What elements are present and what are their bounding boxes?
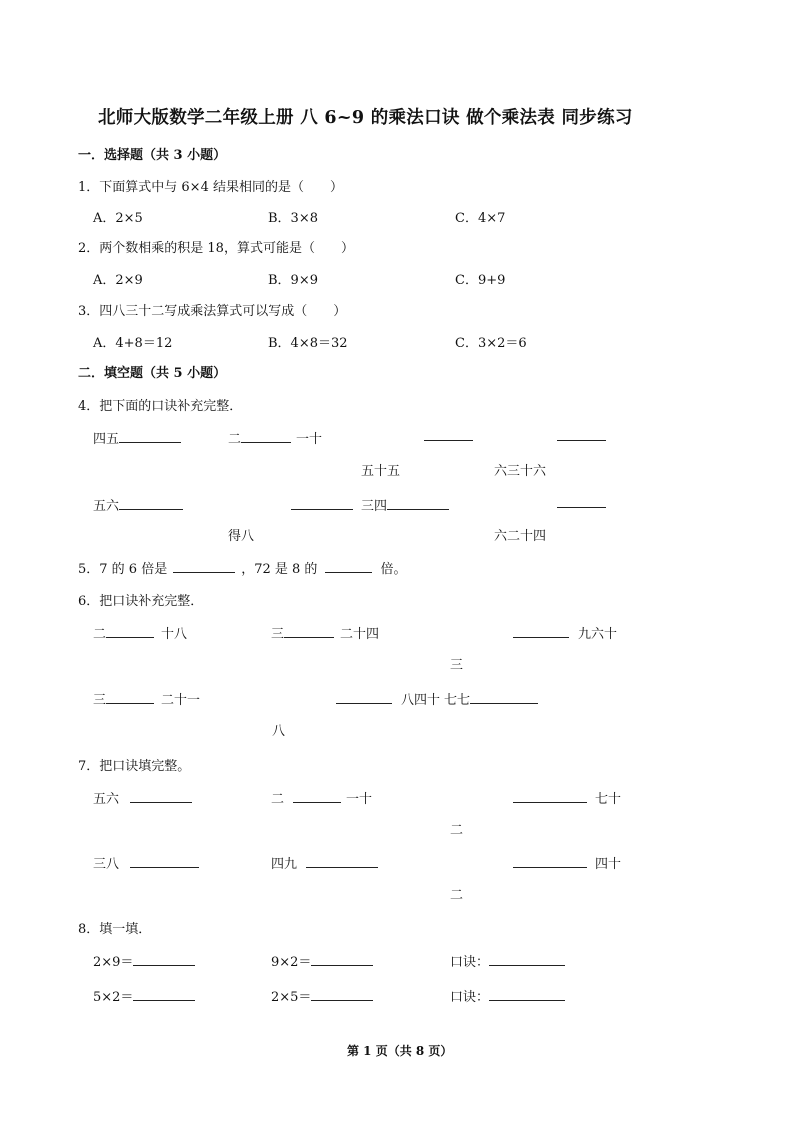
- question-8-text: 8．填一填．: [78, 922, 152, 937]
- q7-row1-item3: [513, 788, 621, 807]
- q8-row1-item2: [271, 951, 373, 970]
- q4-row2-item2: 六三十六: [494, 464, 547, 479]
- q7-row3-item2-label: 四九: [271, 857, 298, 872]
- q6-blank-5[interactable]: [336, 691, 392, 704]
- q5-blank-1[interactable]: [173, 560, 235, 573]
- q4-row4-item1: 得八: [228, 529, 255, 544]
- q4-row3-item1: [93, 495, 183, 514]
- section-heading-choice: 一．选择题（共 3 小题）: [78, 148, 227, 163]
- q7-row1-item1: [93, 788, 192, 807]
- q8-row2-item3-label: 口诀：: [450, 990, 490, 1005]
- q5-blank-2[interactable]: [325, 560, 372, 573]
- q6-row1-item3: [513, 623, 617, 642]
- question-2-option-b[interactable]: B．9×9: [268, 273, 318, 288]
- q4-blank-4[interactable]: [557, 428, 606, 441]
- q6-row1-item1: [93, 623, 187, 642]
- question-1-option-c[interactable]: C．4×7: [455, 211, 506, 226]
- q8-row1-item1-label: 2×9＝: [93, 955, 134, 970]
- q6-row1-item2: [271, 623, 379, 642]
- q8-row2-item2-label: 2×5＝: [271, 990, 312, 1005]
- q6-blank-4[interactable]: [106, 691, 154, 704]
- q6-row2-item1: 三: [450, 658, 464, 673]
- q4-row1-item1: [93, 428, 181, 447]
- q6-row3-item1-tail: 二十一: [161, 693, 201, 708]
- question-2-option-c[interactable]: C．9+9: [455, 273, 506, 288]
- q6-row1-item3-tail: 九六十: [578, 627, 618, 642]
- q4-row3-item2-label: 三四: [361, 499, 388, 514]
- q4-row1-item1-label: 四五: [93, 432, 120, 447]
- q6-row3-item2-label: 八四十: [401, 693, 441, 708]
- question-4-text: 4．把下面的口诀补充完整．: [78, 399, 243, 414]
- q7-row1-item2-tail: 一十: [346, 792, 373, 807]
- section-heading-fill: 二．填空题（共 5 小题）: [78, 366, 227, 381]
- question-6-text: 6．把口诀补充完整．: [78, 594, 204, 609]
- q6-row3-item2-tail: 七七: [444, 693, 471, 708]
- q7-blank-5[interactable]: [306, 855, 378, 868]
- q7-row3-item2: [271, 853, 378, 872]
- q6-row1-item2-tail: 二十四: [340, 627, 380, 642]
- q7-row3-item1-label: 三八: [93, 857, 120, 872]
- question-5-part2: ，72 是 8 的: [241, 562, 318, 577]
- q6-blank-3[interactable]: [513, 625, 569, 638]
- q7-row3-item3-tail: 四十: [595, 857, 622, 872]
- q6-row3-item1: [93, 689, 200, 708]
- q6-row1-item1-label: 二: [93, 627, 107, 642]
- q4-row1-item4: [557, 428, 606, 445]
- q8-blank-4[interactable]: [133, 988, 195, 1001]
- q4-row4-item2: 六二十四: [494, 529, 547, 544]
- q8-row2-item1: [93, 986, 195, 1005]
- question-1-text: 1．下面算式中与 6×4 结果相同的是（ ）: [78, 180, 343, 195]
- q6-row3-item2: [336, 689, 538, 708]
- q7-blank-6[interactable]: [513, 855, 587, 868]
- q4-blank-1[interactable]: [119, 430, 181, 443]
- q8-blank-5[interactable]: [311, 988, 373, 1001]
- q4-blank-8[interactable]: [557, 495, 606, 508]
- q7-row1-item2-label: 二: [271, 792, 285, 807]
- q8-row1-item1: [93, 951, 195, 970]
- q6-row1-item2-label: 三: [271, 627, 285, 642]
- q4-blank-7[interactable]: [387, 497, 449, 510]
- q8-row1-item3-label: 口诀：: [450, 955, 490, 970]
- q8-row1-item2-label: 9×2＝: [271, 955, 312, 970]
- q8-row2-item3: [450, 986, 565, 1005]
- question-3-option-b[interactable]: B．4×8＝32: [268, 336, 348, 351]
- question-7-text: 7．把口诀填完整。: [78, 759, 191, 774]
- q4-row1-item2-label: 二: [228, 432, 242, 447]
- q8-blank-2[interactable]: [311, 953, 373, 966]
- q7-row1-item3-tail: 七十: [595, 792, 622, 807]
- q6-row3-item1-label: 三: [93, 693, 107, 708]
- question-5-part3: 倍。: [380, 562, 407, 577]
- q7-row3-item3: [513, 853, 621, 872]
- page-title: 北师大版数学二年级上册 八 6~9 的乘法口诀 做个乘法表 同步练习: [98, 108, 633, 128]
- q8-blank-6[interactable]: [489, 988, 565, 1001]
- q4-row3-item2: [291, 495, 449, 514]
- question-5-part1: 5．7 的 6 倍是: [78, 562, 168, 577]
- q7-blank-2[interactable]: [293, 790, 341, 803]
- q4-row1-item3: [424, 428, 473, 445]
- q8-row2-item1-label: 5×2＝: [93, 990, 134, 1005]
- q4-row1-item2-tail: 一十: [296, 432, 323, 447]
- q4-blank-3[interactable]: [424, 428, 473, 441]
- q8-row2-item2: [271, 986, 373, 1005]
- question-3-option-c[interactable]: C．3×2＝6: [455, 336, 527, 351]
- q4-blank-6[interactable]: [291, 497, 353, 510]
- q8-blank-1[interactable]: [133, 953, 195, 966]
- q6-blank-1[interactable]: [106, 625, 154, 638]
- q8-blank-3[interactable]: [489, 953, 565, 966]
- q8-row1-item3: [450, 951, 565, 970]
- q7-blank-1[interactable]: [130, 790, 192, 803]
- q6-blank-6[interactable]: [470, 691, 538, 704]
- q4-blank-5[interactable]: [119, 497, 183, 510]
- q7-row3-item1: [93, 853, 199, 872]
- question-1-option-b[interactable]: B．3×8: [268, 211, 318, 226]
- q7-row4-item1: 二: [450, 888, 464, 903]
- question-5: [78, 558, 406, 577]
- question-3-text: 3．四八三十二写成乘法算式可以写成（ ）: [78, 304, 347, 319]
- question-2-text: 2．两个数相乘的积是 18，算式可能是（ ）: [78, 241, 354, 256]
- q4-row1-item2: [228, 428, 322, 447]
- question-1-option-a[interactable]: A．2×5: [93, 211, 143, 226]
- q6-row4-item1: 八: [272, 724, 286, 739]
- q7-blank-3[interactable]: [513, 790, 587, 803]
- q4-row2-item1: 五十五: [361, 464, 401, 479]
- page-footer: 第 1 页（共 8 页）: [347, 1044, 453, 1058]
- q7-blank-4[interactable]: [130, 855, 199, 868]
- question-2-option-a[interactable]: A．2×9: [93, 273, 143, 288]
- q4-row3-item1-label: 五六: [93, 499, 120, 514]
- q4-row3-item3: [557, 495, 606, 512]
- q6-row1-item1-tail: 十八: [161, 627, 188, 642]
- question-3-option-a[interactable]: A．4+8＝12: [93, 336, 173, 351]
- q7-row2-item1: 二: [450, 823, 464, 838]
- q7-row1-item2: [271, 788, 372, 807]
- q7-row1-item1-label: 五六: [93, 792, 120, 807]
- q4-blank-2[interactable]: [241, 430, 291, 443]
- q6-blank-2[interactable]: [284, 625, 334, 638]
